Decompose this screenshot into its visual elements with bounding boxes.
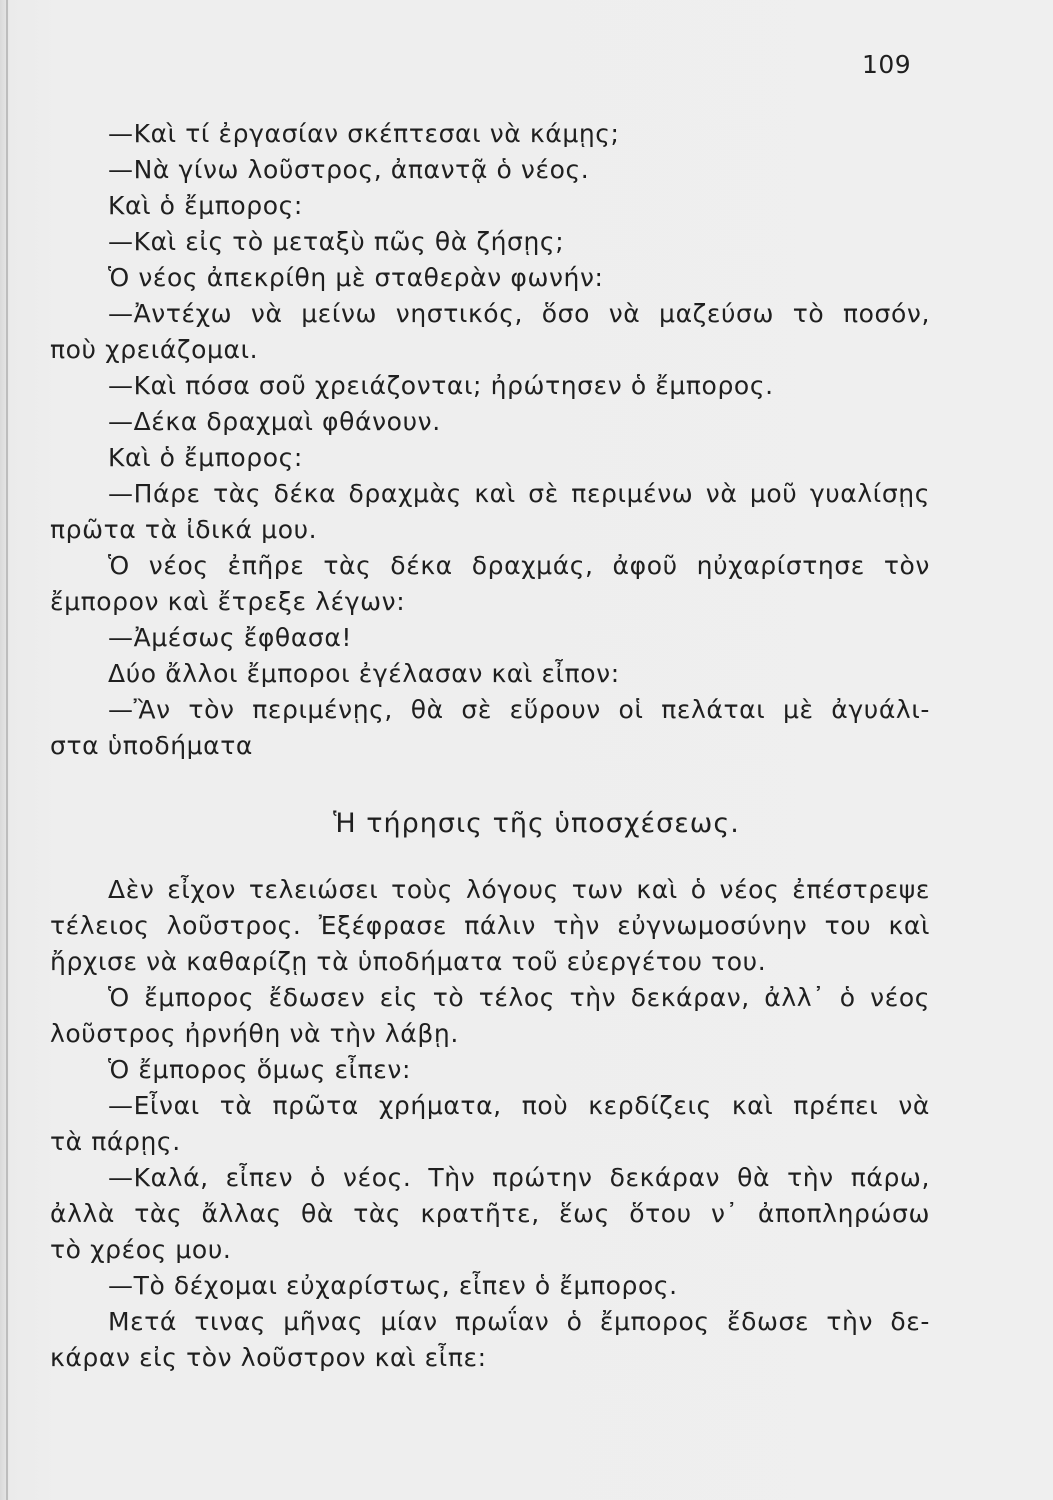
text-line: ἀλλὰ τὰς ἄλλας θὰ τὰς κρατῆτε, ἕως ὅτου ν᾿ ἀποπληρώσω: [50, 1199, 930, 1228]
text-line: πρῶτα τὰ ἰδικά μου.: [50, 515, 318, 544]
text-line: —Νὰ γίνω λοῦστρος, ἀπαντᾷ ὁ νέος.: [108, 155, 590, 184]
text-line: —Ἀμέσως ἔφθασα!: [108, 623, 353, 652]
text-line: ποὺ χρειάζομαι.: [50, 335, 259, 364]
section-heading: Ἡ τήρησις τῆς ὑποσχέσεως.: [333, 808, 740, 839]
text-line: λοῦστρος ἠρνήθη νὰ τὴν λάβῃ.: [50, 1019, 459, 1048]
text-line: Μετά τινας μῆνας μίαν πρωΐαν ὁ ἔμπορος ἔδωσε τὴν δε-: [108, 1307, 930, 1336]
text-line: —Καλά, εἶπεν ὁ νέος. Τὴν πρώτην δεκάραν θὰ τὴν πάρω,: [108, 1163, 930, 1192]
text-line: Ὁ ἔμπορος ἔδωσεν εἰς τὸ τέλος τὴν δεκάραν, ἀλλ᾿ ὁ νέος: [108, 983, 930, 1012]
text-line: ἔμπορον καὶ ἔτρεξε λέγων:: [50, 587, 406, 616]
text-line: —Εἶναι τὰ πρῶτα χρήματα, ποὺ κερδίζεις καὶ πρέπει νὰ: [108, 1091, 930, 1120]
text-line: ἤρχισε νὰ καθαρίζῃ τὰ ὑποδήματα τοῦ εὐεργέτου του.: [50, 947, 767, 976]
text-line: Καὶ ὁ ἔμπορος:: [108, 443, 303, 472]
text-line: —Πάρε τὰς δέκα δραχμὰς καὶ σὲ περιμένω νὰ μοῦ γυαλίσῃς: [108, 479, 930, 508]
text-line: Καὶ ὁ ἔμπορος:: [108, 191, 303, 220]
page-spine-edge: [6, 0, 8, 1500]
text-line: —Καὶ τί ἐργασίαν σκέπτεσαι νὰ κάμῃς;: [108, 119, 620, 148]
text-line: τὸ χρέος μου.: [50, 1235, 232, 1264]
text-line: Ὁ νέος ἀπεκρίθη μὲ σταθερὰν φωνήν:: [108, 263, 604, 292]
text-line: —Δέκα δραχμαὶ φθάνουν.: [108, 407, 441, 436]
text-line: Δὲν εἶχον τελειώσει τοὺς λόγους των καὶ ὁ νέος ἐπέστρεψε: [108, 875, 930, 904]
narrative-block-2: [50, 872, 930, 1376]
text-line: Ὁ νέος ἐπῆρε τὰς δέκα δραχμάς, ἀφοῦ ηὐχαρίστησε τὸν: [108, 551, 930, 580]
text-line: τὰ πάρῃς.: [50, 1127, 181, 1156]
text-line: —Καὶ πόσα σοῦ χρειάζονται; ἠρώτησεν ὁ ἔμπορος.: [108, 371, 774, 400]
page-number: 109: [862, 50, 912, 79]
text-line: —Ἂν τὸν περιμένῃς, θὰ σὲ εὕρουν οἱ πελάται μὲ ἀγυάλι-: [108, 695, 930, 724]
text-line: —Καὶ εἰς τὸ μεταξὺ πῶς θὰ ζήσῃς;: [108, 227, 565, 256]
text-line: Δύο ἄλλοι ἔμποροι ἐγέλασαν καὶ εἶπον:: [108, 659, 620, 688]
text-line: Ὁ ἔμπορος ὅμως εἶπεν:: [108, 1055, 411, 1084]
text-line: τέλειος λοῦστρος. Ἐξέφρασε πάλιν τὴν εὐγνωμοσύνην του καὶ: [50, 911, 930, 940]
dialogue-block-1: [50, 116, 930, 764]
text-line: —Τὸ δέχομαι εὐχαρίστως, εἶπεν ὁ ἔμπορος.: [108, 1271, 678, 1300]
text-line: κάραν εἰς τὸν λοῦστρον καὶ εἶπε:: [50, 1343, 487, 1372]
text-line: στα ὑποδήματα: [50, 731, 253, 760]
text-line: —Ἀντέχω νὰ μείνω νηστικός, ὅσο νὰ μαζεύσω τὸ ποσόν,: [108, 299, 930, 328]
